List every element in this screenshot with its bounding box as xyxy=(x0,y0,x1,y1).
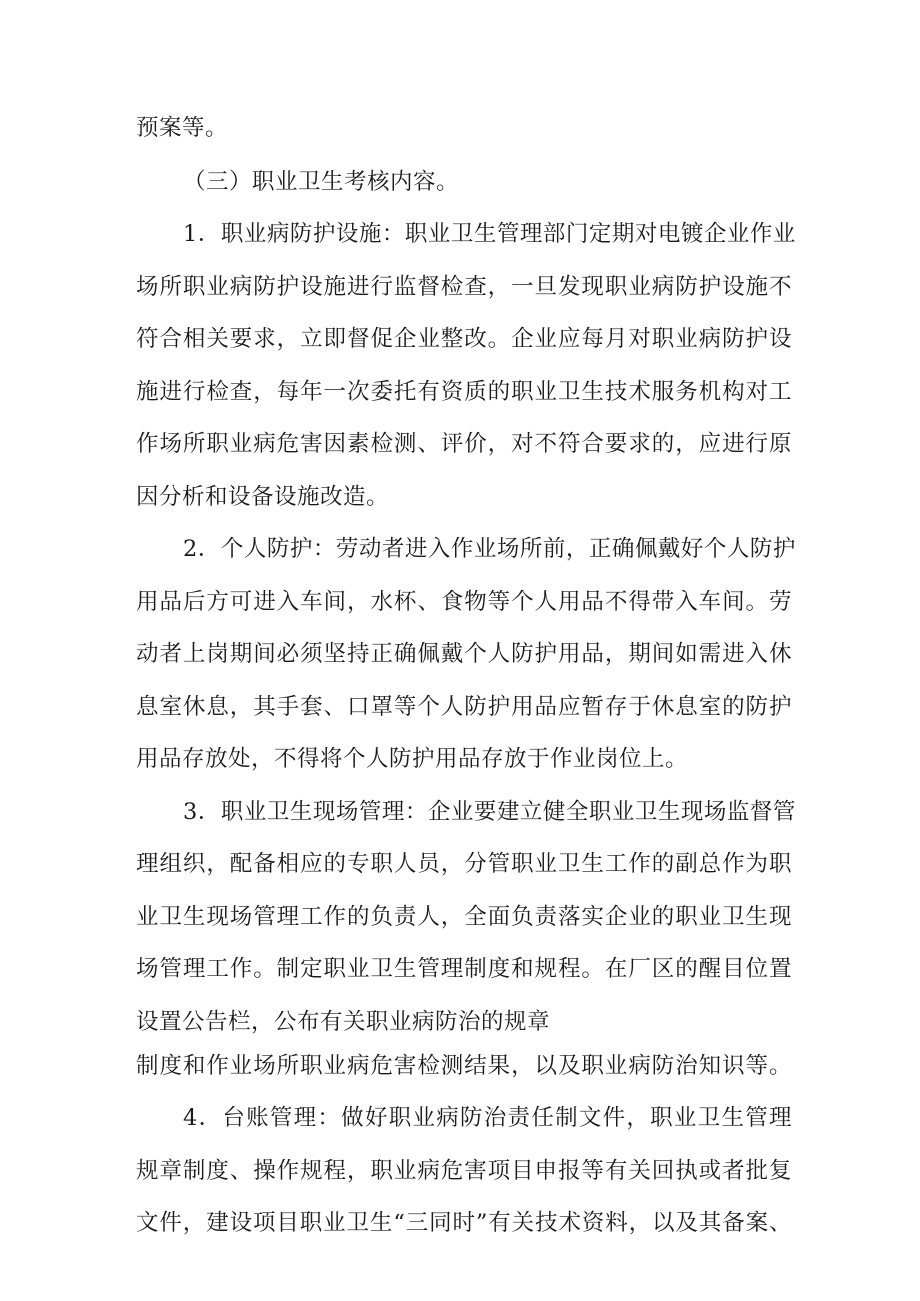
text-line: 制度和作业场所职业病危害检测结果，以及职业病防治知识等。 xyxy=(136,1053,792,1079)
text-line: 文件，建设项目职业卫生“三同时”有关技术资料，以及其备案、 xyxy=(136,1210,792,1236)
text-line: 用品存放处，不得将个人防护用品存放于作业岗位上。 xyxy=(136,746,689,772)
text-line: 动者上岗期间必须坚持正确佩戴个人防护用品，期间如需进入休 xyxy=(136,641,792,667)
text-line: 作场所职业病危害因素检测、评价，对不符合要求的，应进行原 xyxy=(136,431,792,457)
text-line: 4．台账管理：做好职业病防治责任制文件，职业卫生管理 xyxy=(183,1105,792,1131)
text-line: 施进行检查，每年一次委托有资质的职业卫生技术服务机构对工 xyxy=(136,379,792,405)
text-line: 业卫生现场管理工作的负责人，全面负责落实企业的职业卫生现 xyxy=(136,904,792,930)
text-line: 息室休息，其手套、口罩等个人防护用品应暂存于休息室的防护 xyxy=(136,694,792,720)
text-line: 因分析和设备设施改造。 xyxy=(136,484,390,510)
text-line: 设置公告栏，公布有关职业病防治的规章 xyxy=(136,1009,551,1035)
text-line: 理组织，配备相应的专职人员，分管职业卫生工作的副总作为职 xyxy=(136,851,792,877)
text-line: 1．职业病防护设施：职业卫生管理部门定期对电镀企业作业 xyxy=(183,221,796,247)
section-heading: （三）职业卫生考核内容。 xyxy=(183,169,460,195)
text-line: 符合相关要求，立即督促企业整改。企业应每月对职业病防护设 xyxy=(136,326,792,352)
text-line: 场管理工作。制定职业卫生管理制度和规程。在厂区的醒目位置 xyxy=(136,956,792,982)
text-line: 用品后方可进入车间，水杯、食物等个人用品不得带入车间。劳 xyxy=(136,589,792,615)
text-line: 规章制度、操作规程，职业病危害项目申报等有关回执或者批复 xyxy=(136,1158,792,1184)
text-line: 3．职业卫生现场管理：企业要建立健全职业卫生现场监督管 xyxy=(183,799,796,825)
text-line: 预案等。 xyxy=(136,115,229,141)
text-line: 场所职业病防护设施进行监督检查，一旦发现职业病防护设施不 xyxy=(136,274,792,300)
text-line: 2．个人防护：劳动者进入作业场所前，正确佩戴好个人防护 xyxy=(183,536,796,562)
